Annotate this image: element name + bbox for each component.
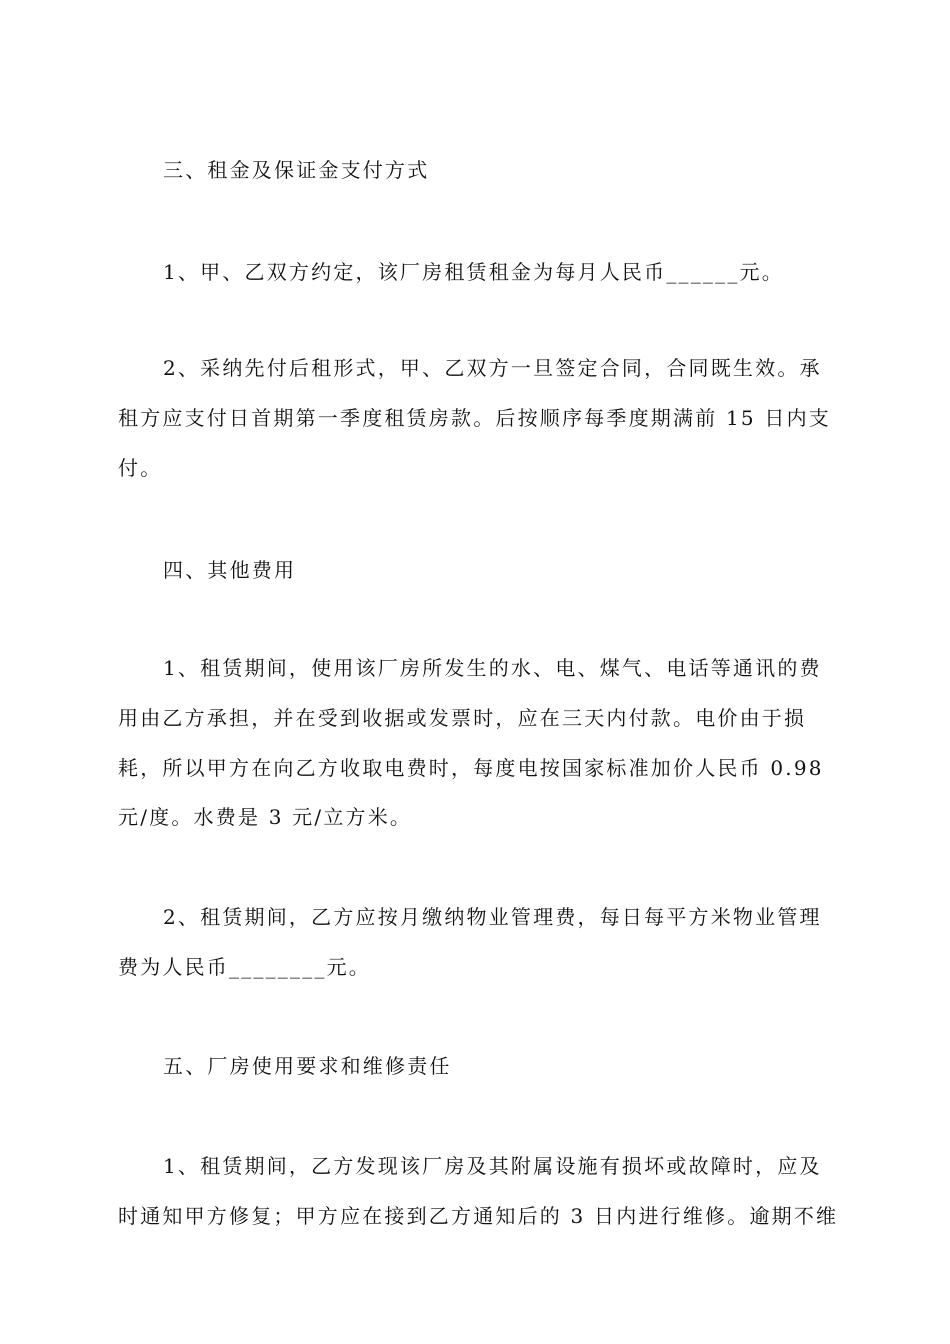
paragraph-line: 耗，所以甲方在向乙方收取电费时，每度电按国家标准加价人民币 0.98 bbox=[118, 756, 824, 780]
section-heading: 四、其他费用 bbox=[163, 558, 297, 582]
paragraph-line: 2、租赁期间，乙方应按月缴纳物业管理费，每日每平方米物业管理 bbox=[163, 905, 822, 929]
paragraph-line: 2、采纳先付后租形式，甲、乙双方一旦签定合同，合同既生效。承 bbox=[163, 356, 822, 380]
paragraph-line: 1、租赁期间，乙方发现该厂房及其附属设施有损坏或故障时，应及 bbox=[163, 1154, 822, 1178]
section-heading: 五、厂房使用要求和维修责任 bbox=[163, 1054, 452, 1078]
paragraph-line: 1、甲、乙双方约定，该厂房租赁租金为每月人民币______元。 bbox=[163, 260, 784, 284]
paragraph-line: 1、租赁期间，使用该厂房所发生的水、电、煤气、电话等通讯的费 bbox=[163, 656, 822, 680]
paragraph-line: 用由乙方承担，并在受到收据或发票时，应在三天内付款。电价由于损 bbox=[118, 706, 807, 730]
paragraph-line: 时通知甲方修复；甲方应在接到乙方通知后的 3 日内进行维修。逾期不维 bbox=[118, 1204, 839, 1228]
section-heading: 三、租金及保证金支付方式 bbox=[163, 158, 430, 182]
paragraph-line: 付。 bbox=[118, 456, 163, 480]
paragraph-line: 元/度。水费是 3 元/立方米。 bbox=[118, 805, 413, 829]
paragraph-line: 费为人民币________元。 bbox=[118, 955, 371, 979]
paragraph-line: 租方应支付日首期第一季度租赁房款。后按顺序每季度期满前 15 日内支 bbox=[118, 406, 831, 430]
